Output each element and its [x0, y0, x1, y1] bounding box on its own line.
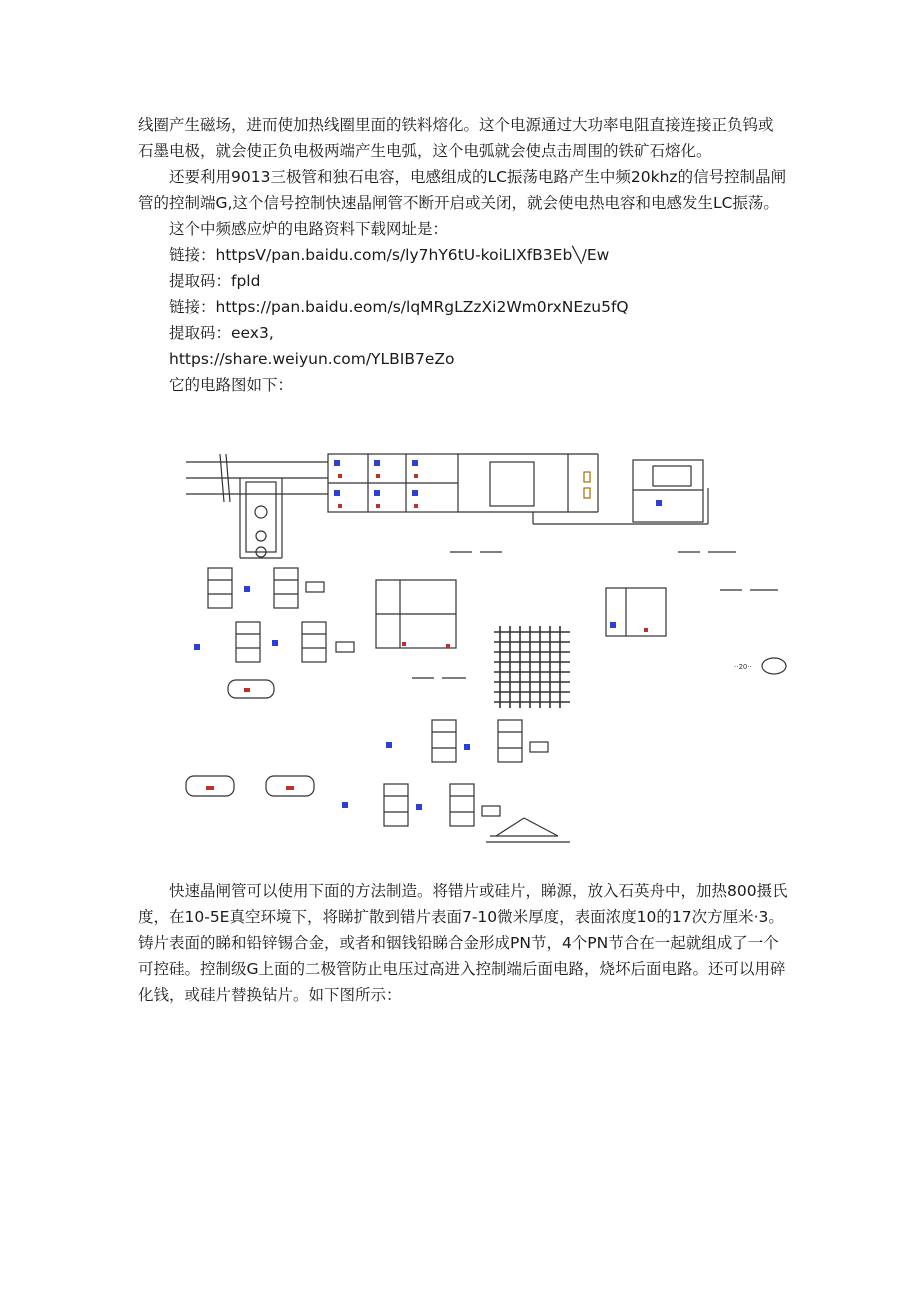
paragraph-1: 线圈产生磁场，进而使加热线圈里面的铁料熔化。这个电源通过大功率电阻直接连接正负钨或石墨电极，就会使正负电极两端产生电弧，这个电弧就会使点击周围的铁矿石熔化。: [138, 116, 774, 160]
connector-label: ··20··: [734, 663, 752, 671]
circuit-diagram: [178, 440, 798, 856]
link-line-2: 链接：https://pan.baidu.eom/s/lqMRgLZzXi2Wm0rxNEzu5fQ: [169, 298, 629, 316]
code-line-1: 提取码：fpld: [169, 272, 261, 290]
download-intro-line: 这个中频感应炉的电路资料下载网址是：: [169, 220, 449, 238]
link-line-1: 链接：httpsV/pan.baidu.com/s/ly7hY6tU-koiLIXfB3Eb╲/Ew: [169, 246, 610, 264]
code-line-2: 提取码：eex3,: [169, 324, 274, 342]
paragraph-2: 还要利用9013三极管和独石电容，电感组成的LC振荡电路产生中频20khz的信号控制晶闸管的控制端G,这个信号控制快速晶闸管不断开启或关闭，就会使电热电容和电感发生LC振荡。: [138, 168, 787, 212]
link-line-3: https://share.weiyun.com/YLBIB7eZo: [169, 350, 455, 368]
paragraph-3: 快速晶闸管可以使用下面的方法制造。将错片或硅片，睇源，放入石英舟中，加热800摄氏度，在10-5E真空环境下，将睇扩散到错片表面7-10微米厚度，表面浓度10的17次方厘米·3。铸片表面的睇和铅锌锡合金，或者和铟钱铅睇合金形成PN节，4个PN节合在一起就组成了一个可控硅。控制级G上面的二极管防止电压过高进入控制端后面电路，烧坏后面电路。还可以用碎化钱，或硅片替换钻片。如下图所示：: [138, 882, 788, 1004]
text-section-top: [138, 112, 788, 398]
text-section-bottom: [138, 878, 788, 1008]
circuit-intro-line: 它的电路图如下：: [169, 376, 294, 394]
